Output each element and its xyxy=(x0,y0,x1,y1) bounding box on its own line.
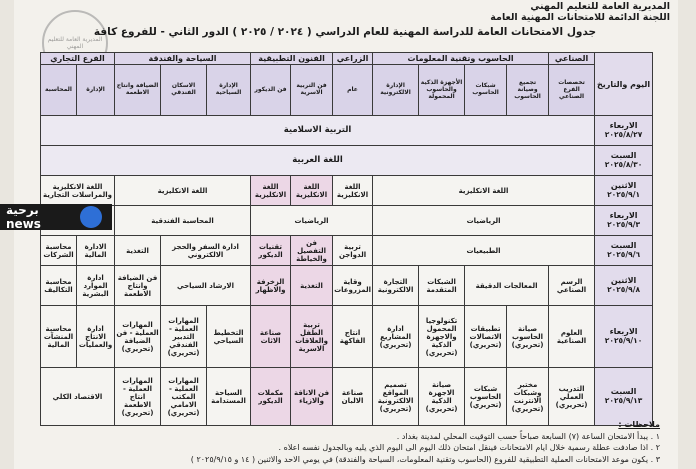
specialty-header: شبكات الحاسوب xyxy=(465,65,507,116)
exam-date: ٢٠٢٥/٨/٢٧ xyxy=(604,130,643,140)
note-item: ١ . يبدأ الامتحان الساعة (٧) السابعة صباحاً حسب التوقيت المحلي لمدينة بغداد . xyxy=(396,431,660,441)
subject-cell: انتاج الفاكهة xyxy=(333,306,373,368)
subject-cell: تكنولوجيا المحمول والاجهزة الذكية (تحريري) xyxy=(419,306,465,368)
specialty-header: فن الديكور xyxy=(251,65,291,116)
day-name: السبت xyxy=(610,387,637,397)
subject-cell: صناعة الالبان xyxy=(333,368,373,426)
exam-date: ٢٠٢٥/٨/٣٠ xyxy=(604,160,643,170)
table-row xyxy=(41,236,653,266)
day-cell xyxy=(595,146,653,176)
specialty-header: الضيافة وانتاج الاطعمة xyxy=(115,65,161,116)
subject-cell: تربية الدواجن xyxy=(333,236,373,266)
subject-cell: الرياضيات xyxy=(373,206,595,236)
exam-date: ٢٠٢٥/٩/١٠ xyxy=(604,336,643,346)
subject-cell: التخطيط السياحي xyxy=(207,306,251,368)
subject-cell: المهارات العملية - فن الضيافة (تحريري) xyxy=(115,306,161,368)
table-row xyxy=(41,368,653,426)
subject-cell: شبكات الحاسوب (تحريري) xyxy=(465,368,507,426)
document-header xyxy=(20,2,670,38)
table-row xyxy=(41,206,653,236)
subject-cell: الشبكات المتقدمة xyxy=(419,266,465,306)
specialty-header: تجميع وصيانة الحاسوب xyxy=(507,65,549,116)
day-name: الاثنين xyxy=(610,276,637,286)
specialty-header: الإدارة الالكترونية xyxy=(373,65,419,116)
subject-cell: اللغة الانكليزية xyxy=(115,176,251,206)
subject-cell: فن الاناقة والازياء xyxy=(291,368,333,426)
header-line-1: المديرية العامة للتعليم المهني xyxy=(530,1,670,12)
notes-section xyxy=(50,419,660,465)
exam-date: ٢٠٢٥/٩/١٣ xyxy=(604,396,643,406)
watermark-logo xyxy=(0,204,112,230)
day-name: الاربعاء xyxy=(609,327,638,337)
subject-cell: ادارة السفر والحجز الالكتروني xyxy=(161,236,251,266)
subject-all-branches: التربية الاسلامية xyxy=(41,116,595,146)
subject-cell: السياحة المستدامة xyxy=(207,368,251,426)
subject-cell: اللغة الانكليزية والمراسلات التجارية xyxy=(41,176,115,206)
header-row-groups xyxy=(41,53,653,65)
exam-date: ٢٠٢٥/٩/١ xyxy=(607,190,641,200)
subject-cell: الرسم الصناعي xyxy=(549,266,595,306)
exam-date: ٢٠٢٥/٩/٦ xyxy=(607,250,641,260)
specialty-header: عام xyxy=(333,65,373,116)
subject-cell: الرياضيات xyxy=(251,206,373,236)
subject-cell: الزخرفة والاظهار xyxy=(251,266,291,306)
subject-cell: التغذية xyxy=(115,236,161,266)
table-row xyxy=(41,146,653,176)
subject-cell: فن التفصيل والخياطة xyxy=(291,236,333,266)
exam-date: ٢٠٢٥/٩/٨ xyxy=(607,285,641,295)
subject-cell: ادارة المشاريع (تحريري) xyxy=(373,306,419,368)
day-cell xyxy=(595,266,653,306)
subject-cell: محاسبة الشركات xyxy=(41,236,77,266)
group-applied-arts: الفنون التطبيقية xyxy=(251,53,333,65)
subject-cell: اللغة الانكليزية xyxy=(373,176,595,206)
subject-cell: تربية الطفل والعلاقات الاسرية xyxy=(291,306,333,368)
subject-cell: التدريب العملي (تحريري) xyxy=(549,368,595,426)
header-line-2: اللجنة الدائمة للامتحانات المهنية العامة xyxy=(490,11,670,23)
schedule-title: جدول الامتحانات العامة للدراسة المهنية للعام الدراسي ( ٢٠٢٤ / ٢٠٢٥ ) الدور الثاني - للفروع كافة xyxy=(93,25,597,38)
group-computing: الحاسوب وتقنية المعلومات xyxy=(373,53,549,65)
subject-cell: صيانة الحاسوب (تحريري) xyxy=(507,306,549,368)
news-badge-icon xyxy=(80,206,102,228)
group-commercial: الفرع التجاري xyxy=(41,53,115,65)
subject-cell: الطبيعيات xyxy=(373,236,595,266)
day-cell xyxy=(595,176,653,206)
subject-cell: المحاسبة الفندقية xyxy=(115,206,251,236)
subject-cell: صناعة الاثاث xyxy=(251,306,291,368)
stamp-text: المديرية العامة للتعليم المهني xyxy=(47,36,103,50)
subject-cell: الادارة المالية xyxy=(77,236,115,266)
watermark-text: برحية news xyxy=(6,203,41,231)
subject-cell: المهارات العملية - المكتب الامامي (تحريري) xyxy=(161,368,207,426)
day-name: الاربعاء xyxy=(609,121,638,131)
subject-cell: ادارة الموارد البشرية xyxy=(77,266,115,306)
subject-cell: تقنيات الديكور xyxy=(251,236,291,266)
subject-cell: اللغة الانكليزية xyxy=(251,176,291,206)
specialty-header: الاسكان الفندقي xyxy=(161,65,207,116)
subject-cell: المهارات العملية - التدبير الفندقي (تحريري) xyxy=(161,306,207,368)
group-tourism: السياحة والفندقة xyxy=(115,53,251,65)
subject-cell: مكملات الديكور xyxy=(251,368,291,426)
day-name: السبت xyxy=(610,241,637,251)
day-name: الاثنين xyxy=(610,181,637,191)
table-row xyxy=(41,266,653,306)
day-cell xyxy=(595,368,653,426)
specialty-header: الأجهزة الذكية والحاسوب المحمولة xyxy=(419,65,465,116)
notes-title: ملاحظات : xyxy=(618,420,660,429)
table-row xyxy=(41,176,653,206)
subject-cell: تطبيقات الاتصالات (تحريري) xyxy=(465,306,507,368)
subject-all-branches: اللغة العربية xyxy=(41,146,595,176)
specialty-header: تخصصات الفرع الصناعي xyxy=(549,65,595,116)
header-row-specialties xyxy=(41,65,653,116)
exam-date: ٢٠٢٥/٩/٣ xyxy=(607,220,641,230)
day-name: الاربعاء xyxy=(609,211,638,221)
table-row xyxy=(41,306,653,368)
table-row xyxy=(41,116,653,146)
subject-cell: ادارة الانتاج والعمليات xyxy=(77,306,115,368)
exam-schedule-table xyxy=(40,52,653,426)
day-date-header: اليوم والتاريخ xyxy=(595,53,653,116)
subject-cell: اللغة الانكليزية xyxy=(291,176,333,206)
day-cell xyxy=(595,236,653,266)
specialty-header: المحاسبة xyxy=(41,65,77,116)
specialty-header: الإدارة السياحية xyxy=(207,65,251,116)
note-item: ٢ . اذا صادفت عطلة رسمية خلال ايام الامتحانات فينقل امتحان ذلك اليوم الى اليوم الذي يليه وبالجدول نفسه اعلاه . xyxy=(278,443,660,453)
subject-cell: الارشاد السياحي xyxy=(161,266,251,306)
subject-cell: العلوم الصناعية xyxy=(549,306,595,368)
day-name: السبت xyxy=(610,151,637,161)
note-item: ٣ . يكون موعد الامتحانات العملية التطبيقية للفروع (الحاسوب وتقنية المعلومات، السياحة والفندقة) في يومي الاحد والاثنين ( ١٤ و ٢٠٢٥/٩/١٥ ) xyxy=(190,454,660,464)
subject-cell: وقاية المزروعات xyxy=(333,266,373,306)
subject-cell: التغذية xyxy=(291,266,333,306)
subject-cell: الاقتصاد الكلي xyxy=(41,368,115,426)
subject-cell: المهارات العملية - انتاج الاطعمة (تحريري) xyxy=(115,368,161,426)
group-agricultural: الزراعي xyxy=(333,53,373,65)
group-industrial: الصناعي xyxy=(549,53,595,65)
subject-cell: التجارة الالكترونية xyxy=(373,266,419,306)
day-cell xyxy=(595,306,653,368)
subject-cell: محاسبة التكاليف xyxy=(41,266,77,306)
subject-cell: اللغة الانكليزية xyxy=(333,176,373,206)
subject-cell: مختبر وشبكات الانترنت (تحريري) xyxy=(507,368,549,426)
day-cell xyxy=(595,116,653,146)
subject-cell: المعالجات الدقيقة xyxy=(465,266,549,306)
subject-cell: محاسبة المنشآت المالية xyxy=(41,306,77,368)
specialty-header: فن التربية الاسرية xyxy=(291,65,333,116)
subject-cell: فن الضيافة وانتاج الاطعمة xyxy=(115,266,161,306)
subject-cell: تصميم المواقع الالكترونية (تحريري) xyxy=(373,368,419,426)
day-cell xyxy=(595,206,653,236)
specialty-header: الإدارة xyxy=(77,65,115,116)
subject-cell: صيانة الاجهزة الذكية (تحريري) xyxy=(419,368,465,426)
